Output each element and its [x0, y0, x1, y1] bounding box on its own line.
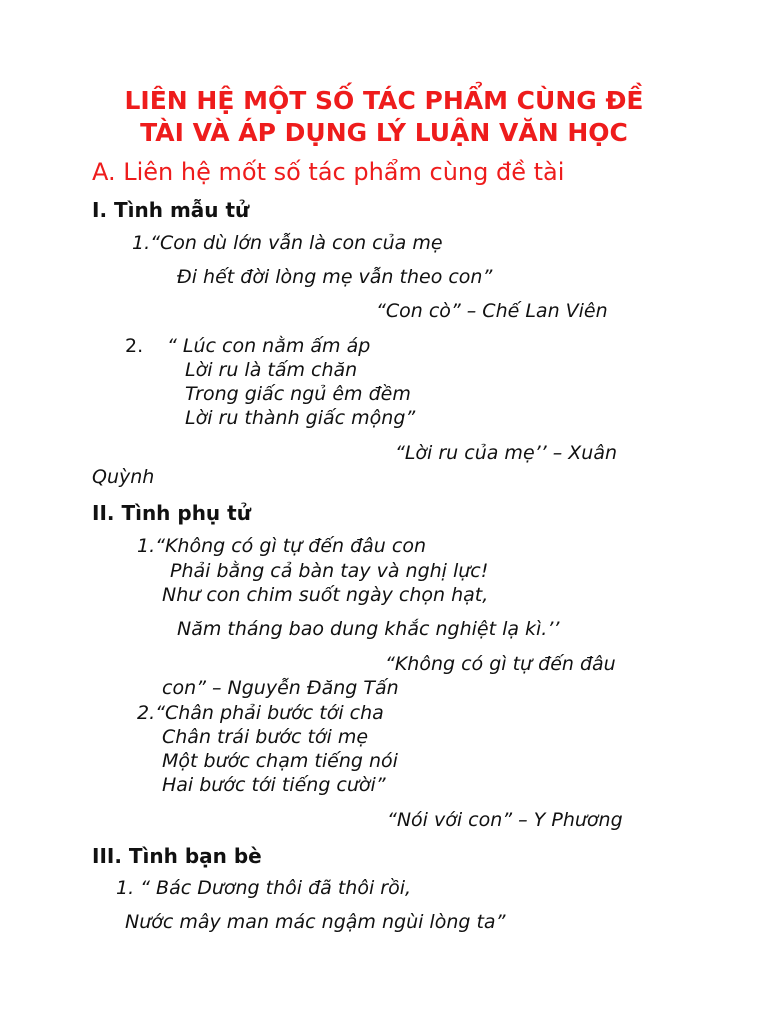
part-2-poem-2-line-1: 2.“Chân phải bước tới cha: [137, 702, 384, 724]
part-2-poem-1-line-2: Phải bằng cả bàn tay và nghị lực!: [170, 560, 489, 582]
part-2-poem-1-line-4: Năm tháng bao dung khắc nghiệt lạ kì.’’: [177, 618, 560, 640]
part-1-poem-1-line-2: Đi hết đời lòng mẹ vẫn theo con”: [177, 266, 493, 288]
part-2-poem-1-source-continued: con” – Nguyễn Đăng Tấn: [162, 677, 399, 699]
document-title-line-1: LIÊN HỆ MỘT SỐ TÁC PHẨM CÙNG ĐỀ: [124, 86, 644, 115]
part-2-poem-1-source: “Không có gì tự đến đâu: [385, 653, 616, 675]
document-title-line-2: TÀI VÀ ÁP DỤNG LÝ LUẬN VĂN HỌC: [140, 118, 628, 147]
part-1-poem-2-line-4: Lời ru thành giấc mộng”: [185, 407, 416, 429]
part-2-poem-1-line-1: 1.“Không có gì tự đến đâu con: [137, 535, 426, 557]
part-2-heading: II. Tình phụ tử: [92, 501, 251, 525]
part-3-heading: III. Tình bạn bè: [92, 844, 262, 868]
part-1-poem-2-number: 2.: [125, 335, 144, 357]
part-3-poem-1-line-2: Nước mây man mác ngậm ngùi lòng ta”: [125, 911, 506, 933]
part-3-poem-1-line-1: 1. “ Bác Dương thôi đã thôi rồi,: [116, 877, 412, 899]
part-2-poem-2-source: “Nói với con” – Y Phương: [387, 809, 623, 831]
part-1-heading: I. Tình mẫu tử: [92, 198, 250, 222]
part-1-poem-1-source: “Con cò” – Chế Lan Viên: [376, 300, 608, 322]
part-1-poem-2-line-1: “ Lúc con nằm ấm áp: [167, 335, 371, 357]
part-2-poem-1-line-3: Như con chim suốt ngày chọn hạt,: [162, 584, 489, 606]
part-1-poem-2-source-continued: Quỳnh: [92, 466, 155, 488]
part-2-poem-2-line-4: Hai bước tới tiếng cười”: [162, 774, 386, 796]
part-1-poem-1-line-1: 1.“Con dù lớn vẫn là con của mẹ: [132, 232, 443, 254]
part-1-poem-2-line-2: Lời ru là tấm chăn: [185, 359, 358, 381]
part-2-poem-2-line-2: Chân trái bước tới mẹ: [162, 726, 369, 748]
part-2-poem-2-line-3: Một bước chạm tiếng nói: [162, 750, 398, 772]
section-a-heading: A. Liên hệ mốt số tác phẩm cùng đề tài: [92, 158, 565, 186]
part-1-poem-2-line-3: Trong giấc ngủ êm đềm: [185, 383, 411, 405]
part-1-poem-2-source: “Lời ru của mẹ’’ – Xuân: [395, 442, 618, 464]
